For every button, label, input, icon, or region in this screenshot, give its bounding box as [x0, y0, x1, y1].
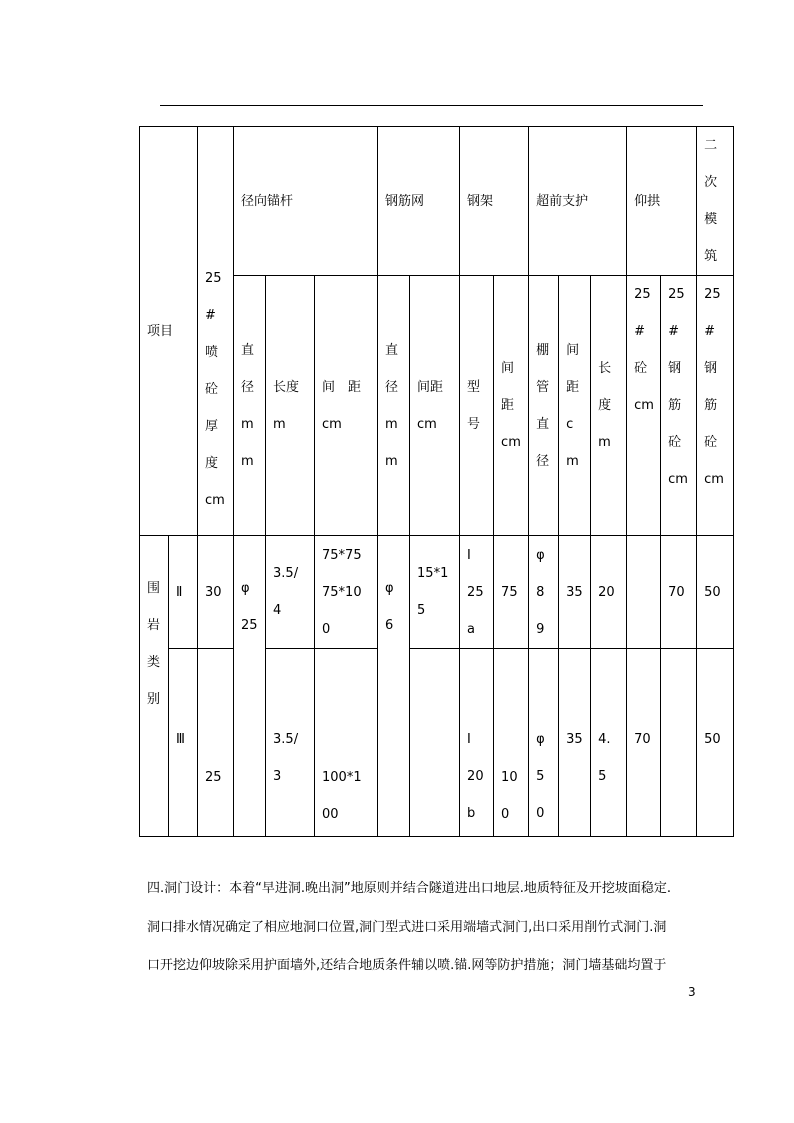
header-radial-anchor: 径向锚杆 — [234, 127, 378, 276]
ii-anchor-spacing: 75*75 75*10 0 — [315, 536, 378, 649]
header-secondary-lining: 二 次 模 筑 — [697, 127, 734, 276]
iii-secondary-lining: 50 — [697, 649, 734, 837]
iii-invert-concrete: 70 — [627, 649, 661, 837]
header-anchor-diameter: 直 径 m m — [234, 276, 266, 536]
page-number: 3 — [688, 985, 696, 999]
support-parameter-table — [139, 126, 734, 837]
header-frame-type: 型 号 — [460, 276, 494, 536]
grade-iii: Ⅲ — [169, 649, 198, 837]
header-shotcrete-thickness: 25 # 喷 砼 厚 度 cm — [198, 127, 234, 536]
header-anchor-spacing: 间 距 cm — [315, 276, 378, 536]
header-invert-rebar-concrete: 25 # 钢 筋 砼 cm — [661, 276, 697, 536]
header-advance-support: 超前支护 — [529, 127, 627, 276]
ii-frame-type: I 25 a — [460, 536, 494, 649]
ii-mesh-spacing: 15*1 5 — [410, 536, 460, 649]
header-rule — [160, 105, 703, 106]
ii-pipe-diameter: φ 8 9 — [529, 536, 559, 649]
anchor-diameter-merged: φ 25 — [234, 536, 266, 837]
header-item: 项目 — [140, 127, 198, 536]
mesh-diameter-merged: φ 6 — [378, 536, 410, 837]
header-steel-mesh: 钢筋网 — [378, 127, 460, 276]
iii-anchor-spacing: 100*1 00 — [315, 649, 378, 837]
header-mesh-diameter: 直 径 m m — [378, 276, 410, 536]
grade-ii: Ⅱ — [169, 536, 198, 649]
header-secondary-rebar-concrete: 25 # 钢 筋 砼 cm — [697, 276, 734, 536]
header-invert-concrete: 25 # 砼 cm — [627, 276, 661, 536]
header-invert: 仰拱 — [627, 127, 697, 276]
header-pipe-diameter: 棚 管 直 径 — [529, 276, 559, 536]
iii-shotcrete: 25 — [198, 649, 234, 837]
header-frame-spacing: 间 距 cm — [494, 276, 529, 536]
ii-invert-concrete — [627, 536, 661, 649]
iii-invert-rebar — [661, 649, 697, 837]
iii-frame-type: I 20 b — [460, 649, 494, 837]
ii-shotcrete: 30 — [198, 536, 234, 649]
iii-mesh-spacing — [410, 649, 460, 837]
iii-pipe-diameter: φ 5 0 — [529, 649, 559, 837]
ii-anchor-length: 3.5/ 4 — [266, 536, 315, 649]
header-mesh-spacing: 间距 cm — [410, 276, 460, 536]
header-anchor-length: 长度 m — [266, 276, 315, 536]
ii-frame-spacing: 75 — [494, 536, 529, 649]
iii-frame-spacing: 10 0 — [494, 649, 529, 837]
ii-secondary-lining: 50 — [697, 536, 734, 649]
header-pipe-length: 长 度 m — [591, 276, 627, 536]
ii-invert-rebar: 70 — [661, 536, 697, 649]
header-pipe-spacing: 间 距 c m — [559, 276, 591, 536]
paragraph-line-1: 四.洞门设计：本着“早进洞.晚出洞”地原则并结合隧道进出口地层.地质特征及开挖坡面稳定. — [147, 881, 671, 896]
paragraph-line-2: 洞口排水情况确定了相应地洞口位置,洞门型式进口采用端墙式洞门,出口采用削竹式洞门.洞 — [147, 920, 667, 935]
ii-pipe-length: 20 — [591, 536, 627, 649]
paragraph-line-3: 口开挖边仰坡除采用护面墙外,还结合地质条件辅以喷.锚.网等防护措施；洞门墙基础均置于 — [147, 958, 667, 973]
rock-class-label: 围 岩 类 别 — [140, 536, 169, 837]
ii-pipe-spacing: 35 — [559, 536, 591, 649]
iii-anchor-length: 3.5/ 3 — [266, 649, 315, 837]
iii-pipe-length: 4. 5 — [591, 649, 627, 837]
iii-pipe-spacing: 35 — [559, 649, 591, 837]
header-steel-frame: 钢架 — [460, 127, 529, 276]
